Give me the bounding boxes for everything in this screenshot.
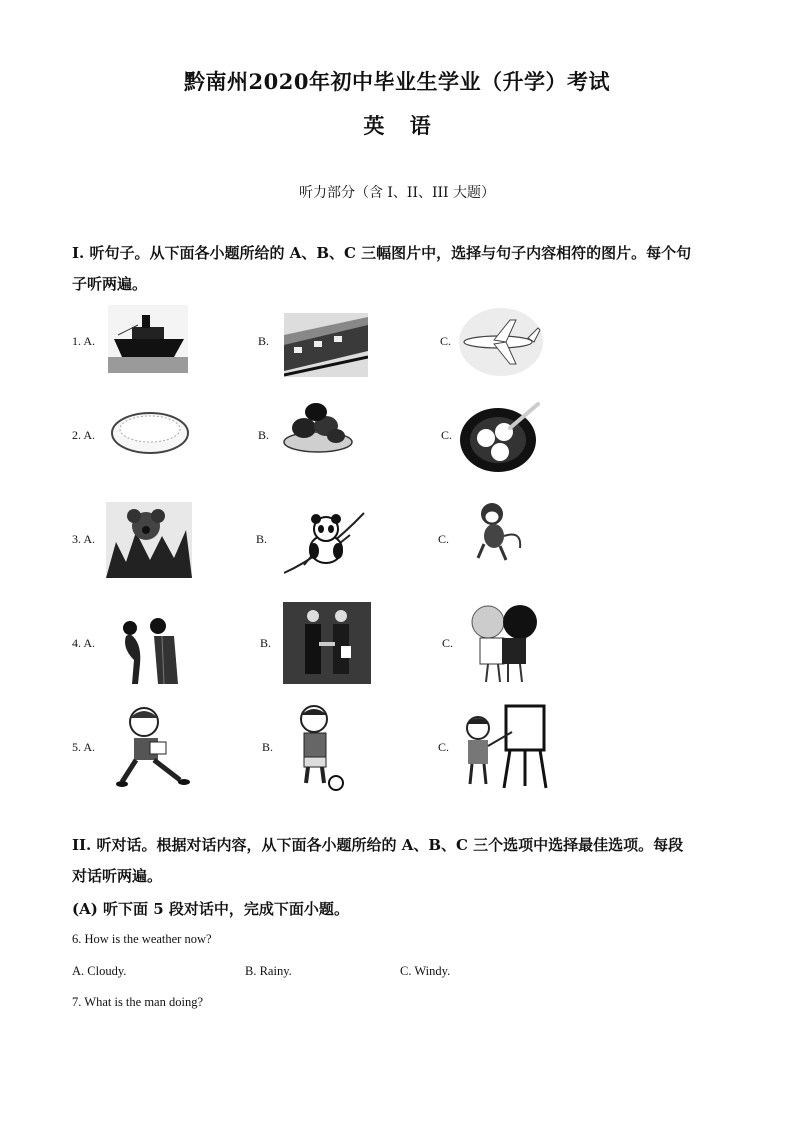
q3-label-b: B. <box>256 532 268 546</box>
q2-label-c: C. <box>441 428 453 442</box>
section2-instruction: II. 听对话。根据对话内容，从下面各小题所给的 A、B、C 三个选项中选择最佳选项。每段 对话听两遍。 <box>72 836 684 885</box>
question-7: 7. What is the man doing? <box>72 995 203 1009</box>
listening-heading: 听力部分（含 I、II、III 大题） <box>298 185 496 201</box>
subject-title: 英 语 <box>363 113 431 138</box>
koala-icon <box>106 502 192 578</box>
q6-option-a: A. Cloudy. <box>72 964 127 978</box>
q1-label-a: 1. A. <box>72 334 96 348</box>
handshake-icon <box>283 602 371 684</box>
airplane-icon <box>458 306 544 378</box>
tangyuan-icon <box>458 398 544 474</box>
panda-icon <box>284 505 366 577</box>
rice-bowl-icon <box>110 405 190 455</box>
q6-option-b: B. Rainy. <box>245 964 292 978</box>
hugging-kids-icon <box>466 602 544 684</box>
q2-label-b: B. <box>258 428 270 442</box>
q3-label-c: C. <box>438 532 450 546</box>
part-a-heading: (A) 听下面 5 段对话中，完成下面小题。 <box>72 900 349 918</box>
q4-label-c: C. <box>442 636 454 650</box>
q2-label-a: 2. A. <box>72 428 96 442</box>
exam-title: 黔南州2020年初中毕业生学业（升学）考试 <box>184 69 610 94</box>
q1-label-c: C. <box>440 334 452 348</box>
q5-label-a: 5. A. <box>72 740 96 754</box>
question-6: 6. How is the weather now? <box>72 932 212 946</box>
q3-label-a: 3. A. <box>72 532 96 546</box>
q6-option-c: C. Windy. <box>400 964 451 978</box>
section1-instruction: I. 听句子。从下面各小题所给的 A、B、C 三幅图片中，选择与句子内容相符的图片。每个句 子听两遍。 <box>72 244 692 293</box>
monkey-icon <box>470 500 528 562</box>
train-icon <box>284 313 368 377</box>
q5-label-b: B. <box>262 740 274 754</box>
boy-soccer-icon <box>292 703 346 791</box>
boy-reading-icon <box>116 704 194 790</box>
boy-painting-icon <box>460 700 550 790</box>
mooncakes-icon <box>282 396 354 456</box>
ship-icon <box>108 305 188 373</box>
q4-label-a: 4. A. <box>72 636 96 650</box>
bowing-people-icon <box>114 614 196 686</box>
q1-label-b: B. <box>258 334 270 348</box>
q5-label-c: C. <box>438 740 450 754</box>
q4-label-b: B. <box>260 636 272 650</box>
